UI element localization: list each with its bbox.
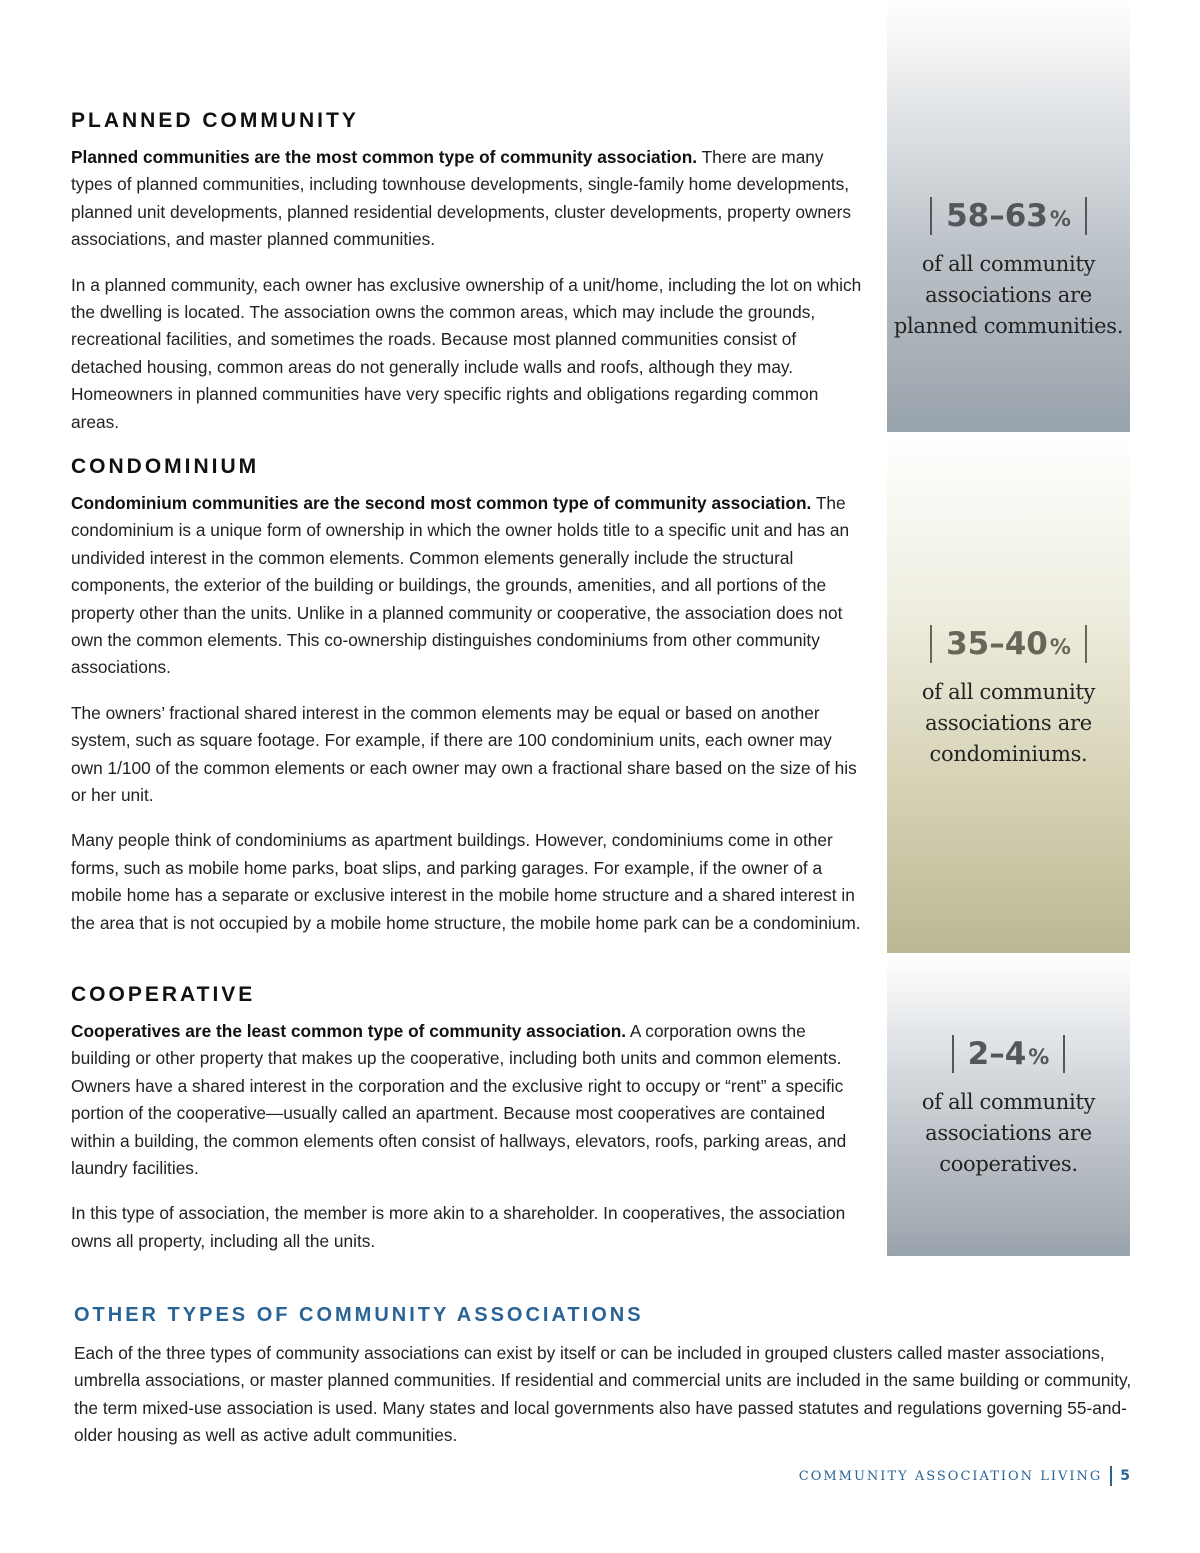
lead-sentence: Cooperatives are the least common type of community association. <box>71 1021 627 1041</box>
section-title: CONDOMINIUM <box>71 455 260 478</box>
stat-figure <box>952 1035 1066 1073</box>
stat-panel-cooperative <box>887 953 1130 1256</box>
page-number: 5 <box>1120 1468 1130 1484</box>
section-planned-community <box>71 108 863 436</box>
stat-figure <box>930 625 1087 663</box>
paragraph-text: A corporation owns the building or other property that makes up the cooperative, including both units and common elements. Owners have a shared interest in the corporation and the exclusive right to occupy or “rent” a specific portion of the cooperative—usually called an apartment. Because most cooperatives are contained within a building, the common elements often consist of hallways, elevators, roofs, parking areas, and laundry facilities. <box>71 1021 847 1179</box>
divider <box>1085 197 1087 235</box>
section-condominium <box>71 454 863 937</box>
lead-sentence: Condominium communities are the second most common type of community association. <box>71 493 812 513</box>
paragraph: In a planned community, each owner has exclusive ownership of a unit/home, including the lot on which the dwelling is located. The association owns the common areas, which may include the grounds, recreational facilities, and sometimes the roads. Because most planned communities consist of detached housing, common areas do not generally include walls and roofs, although they may. Homeowners in planned communities have very specific rights and obligations regarding common areas. <box>71 274 862 432</box>
paragraph: The owners’ fractional shared interest in the common elements may be equal or based on another system, such as square footage. For example, if there are 100 condominium units, each owner may own 1/100 of the common elements or each owner may own a fractional share based on the size of his or her unit. <box>71 702 857 806</box>
page-footer <box>799 1466 1130 1486</box>
section-title: PLANNED COMMUNITY <box>71 109 359 132</box>
stat-value: 58–63% <box>946 198 1071 234</box>
stat-figure <box>930 197 1087 235</box>
lead-sentence: Planned communities are the most common type of community association. <box>71 147 698 167</box>
divider <box>1085 625 1087 663</box>
divider <box>930 197 932 235</box>
stat-value: 35–40% <box>946 626 1071 662</box>
paragraph: Each of the three types of community associations can exist by itself or can be included in grouped clusters called master associations, umbrella associations, or master planned communities. If residential and commercial units are included in the same building or community, the term mixed-use association is used. Many states and local governments also have passed statutes and regulations governing 55-and-older housing as well as active adult communities. <box>74 1343 1132 1446</box>
divider <box>1063 1035 1065 1073</box>
section-title: COOPERATIVE <box>71 983 256 1006</box>
stat-caption: of all community associations are condominiums. <box>921 680 1096 766</box>
stat-panel-planned <box>887 0 1130 432</box>
section-title: OTHER TYPES OF COMMUNITY ASSOCIATIONS <box>74 1304 644 1326</box>
publication-name: COMMUNITY ASSOCIATION LIVING <box>798 1468 1103 1484</box>
paragraph: Many people think of condominiums as apartment buildings. However, condominiums come in other forms, such as mobile home parks, boat slips, and parking garages. For example, if the owner of a mobile home has a separate or exclusive interest in the mobile home structure and a shared interest in the area that is not occupied by a mobile home structure, the mobile home park can be a condominium. <box>71 830 861 933</box>
paragraph <box>71 144 863 254</box>
section-cooperative <box>71 982 863 1255</box>
stat-value: 2–4% <box>967 1036 1050 1072</box>
paragraph-text: There are many types of planned communities, including townhouse developments, single-family home developments, planned unit developments, planned residential developments, cluster developments, property owners associations, and master planned communities. <box>71 147 852 250</box>
paragraph <box>71 1018 863 1182</box>
divider <box>952 1035 954 1073</box>
paragraph-text: The condominium is a unique form of ownership in which the owner holds title to a specific unit and has an undivided interest in the common elements. Common elements generally include the structural components, the exterior of the building or buildings, the grounds, amenities, and all portions of the property other than the units. Unlike in a planned community or cooperative, the association does not own the common elements. This co-ownership distinguishes condominiums from other community associations. <box>71 493 850 678</box>
paragraph: In this type of association, the member is more akin to a shareholder. In cooperatives, the association owns all property, including all the units. <box>71 1203 846 1251</box>
section-other-types <box>74 1302 1134 1450</box>
divider <box>930 625 932 663</box>
stat-caption: of all community associations are cooperatives. <box>921 1090 1096 1176</box>
paragraph <box>71 490 863 682</box>
divider <box>1110 1466 1112 1486</box>
stat-panel-condominium <box>887 432 1130 953</box>
stat-caption: of all community associations are planned communities. <box>893 252 1124 338</box>
